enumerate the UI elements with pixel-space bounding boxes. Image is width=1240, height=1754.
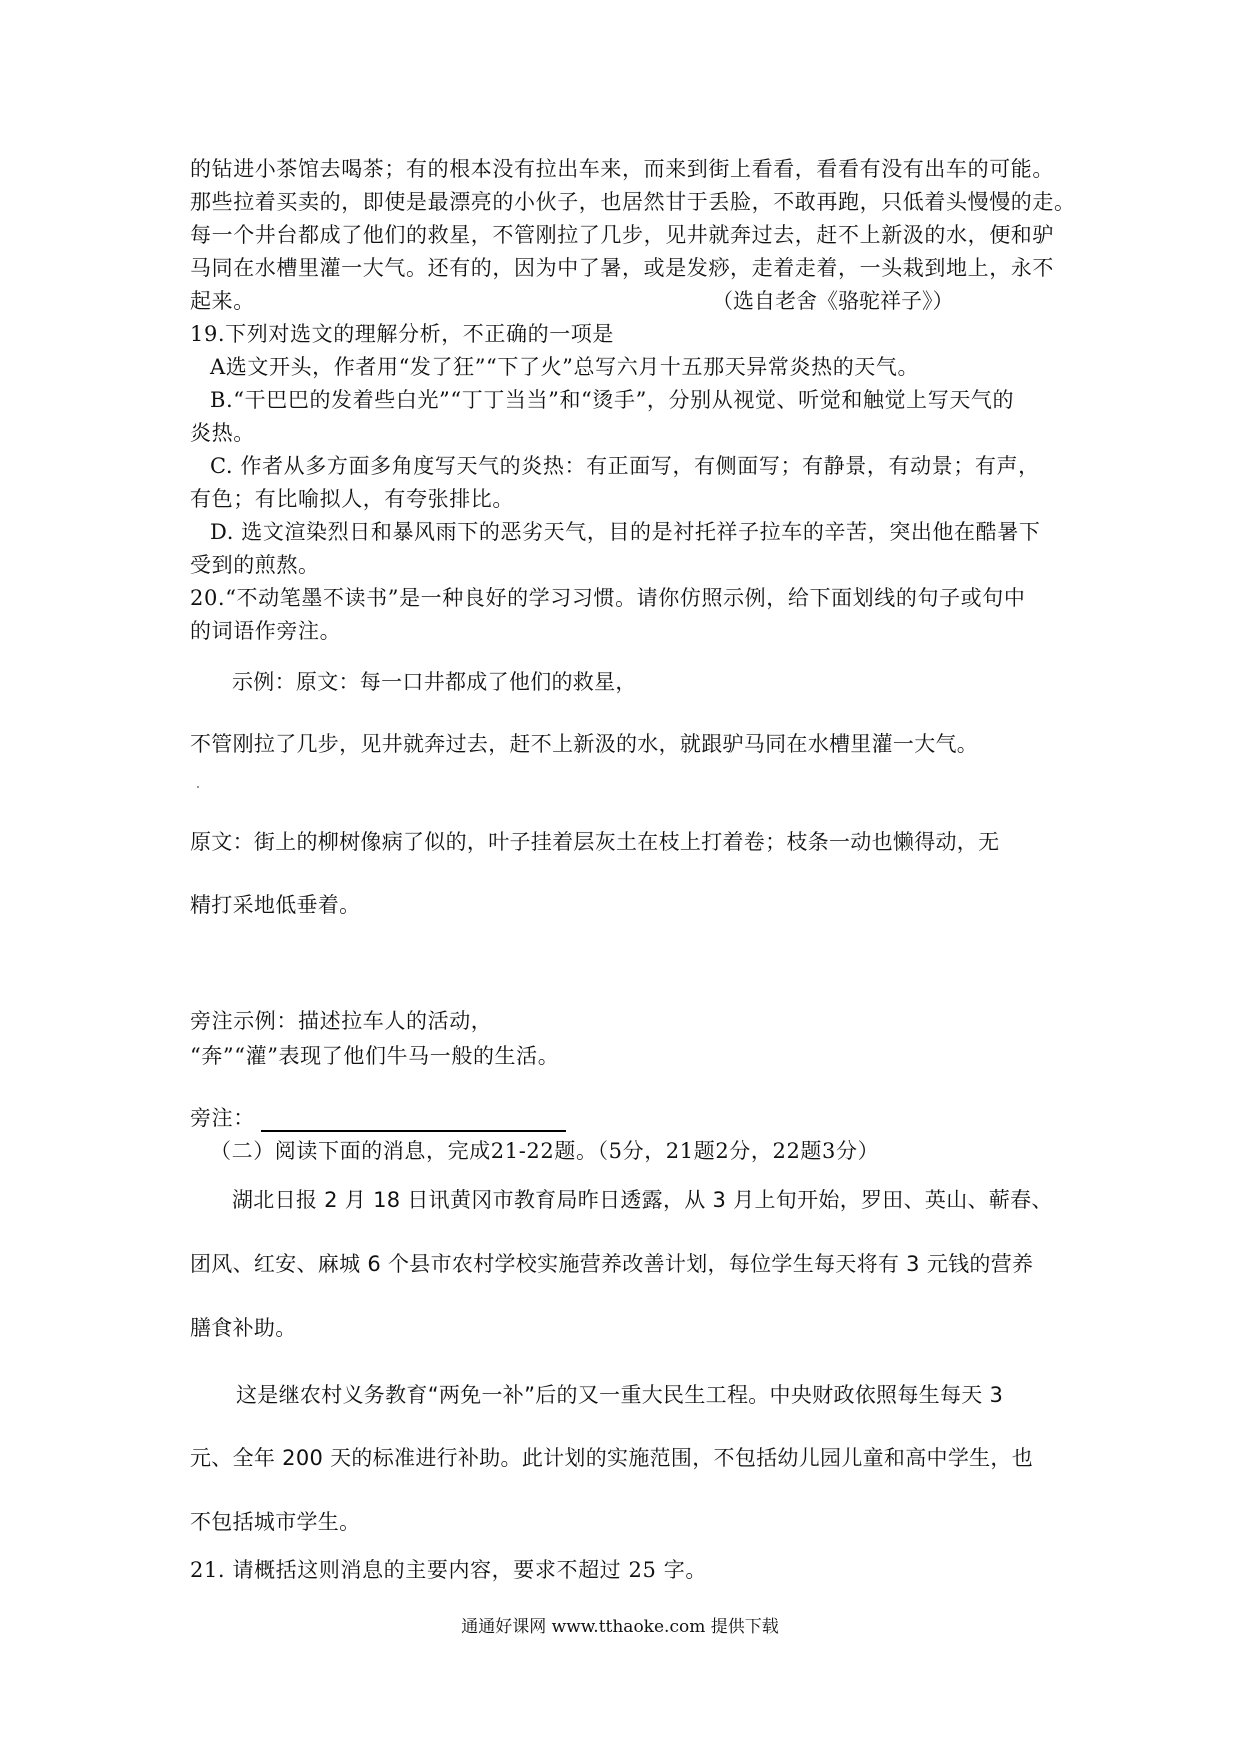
news-line-1: 湖北日报 2 月 18 日讯黄冈市教育局昨日透露，从 3 月上旬开始，罗田、英山、蕲春、 bbox=[232, 1188, 1053, 1212]
passage-line-2: 那些拉着买卖的，即使是最漂亮的小伙子，也居然甘于丢脸，不敢再跑，只低着头慢慢的走。 bbox=[190, 190, 1076, 214]
q19-stem: 19.下列对选文的理解分析，不正确的一项是 bbox=[190, 322, 614, 346]
q20-note-example-cont: “奔”“灌”表现了他们牛马一般的生活。 bbox=[190, 1044, 560, 1068]
passage-line-4: 马同在水槽里灌一大气。还有的，因为中了暑，或是发痧，走着走着，一头栽到地上，永不 bbox=[190, 256, 1054, 280]
news-line-5: 元、全年 200 天的标准进行补助。此计划的实施范围，不包括幼儿园儿童和高中学生，也 bbox=[190, 1446, 1034, 1470]
news-line-4: 这是继农村义务教育“两免一补”后的又一重大民生工程。中央财政依照每生每天 3 bbox=[236, 1383, 1004, 1407]
q19-option-d: D. 选文渲染烈日和暴风雨下的恶劣天气，目的是衬托祥子拉车的辛苦，突出他在酷暑下 bbox=[210, 520, 1041, 544]
q20-example-original-cont: 不管刚拉了几步，见井就奔过去，赶不上新汲的水，就跟驴马同在水槽里灌一大气。 bbox=[190, 732, 979, 756]
news-line-3: 膳食补助。 bbox=[190, 1316, 297, 1340]
q19-option-d-cont: 受到的煎熬。 bbox=[190, 553, 320, 577]
passage-source: （选自老舍《骆驼祥子》） bbox=[712, 289, 954, 313]
q20-example-original: 示例：原文：每一口井都成了他们的救星， bbox=[232, 670, 637, 694]
section2-heading: （二）阅读下面的消息，完成21-22题。（5分，21题2分，22题3分） bbox=[210, 1139, 880, 1163]
q19-option-c-cont: 有色；有比喻拟人，有夸张排比。 bbox=[190, 487, 514, 511]
q20-answer-blank[interactable] bbox=[261, 1110, 566, 1132]
q19-option-c: C. 作者从多方面多角度写天气的炎热：有正面写，有侧面写；有静景，有动景；有声， bbox=[210, 454, 1040, 478]
q20-original: 原文：街上的柳树像病了似的，叶子挂着层灰土在枝上打着卷；枝条一动也懒得动，无 bbox=[190, 830, 1000, 854]
news-line-2: 团风、红安、麻城 6 个县市农村学校实施营养改善计划，每位学生每天将有 3 元钱的营养 bbox=[190, 1252, 1034, 1276]
passage-line-3: 每一个井台都成了他们的救星，不管刚拉了几步，见井就奔过去，赶不上新汲的水，便和驴 bbox=[190, 223, 1054, 247]
q20-stem-cont: 的词语作旁注。 bbox=[190, 619, 342, 643]
q19-option-b: B.“干巴巴的发着些白光”“丁丁当当”和“烫手”，分别从视觉、听觉和触觉上写天气的 bbox=[210, 388, 1015, 412]
q20-note-example: 旁注示例：描述拉车人的活动， bbox=[190, 1009, 493, 1033]
q19-option-a: A选文开头，作者用“发了狂”“下了火”总写六月十五那天异常炎热的天气。 bbox=[210, 355, 920, 379]
q19-option-b-cont: 炎热。 bbox=[190, 421, 255, 445]
q21-stem: 21. 请概括这则消息的主要内容，要求不超过 25 字。 bbox=[190, 1558, 707, 1582]
news-line-6: 不包括城市学生。 bbox=[190, 1510, 361, 1534]
page-footer: 通通好课网 www.tthaoke.com 提供下载 bbox=[461, 1617, 779, 1637]
passage-line-5: 起来。 bbox=[190, 289, 255, 313]
q20-stem: 20.“不动笔墨不读书”是一种良好的学习习惯。请你仿照示例，给下面划线的句子或句中 bbox=[190, 586, 1026, 610]
q20-note-label: 旁注： bbox=[190, 1106, 255, 1130]
passage-line-1: 的钻进小茶馆去喝茶；有的根本没有拉出车来，而来到街上看看，看看有没有出车的可能。 bbox=[190, 157, 1054, 181]
q20-answer-line bbox=[190, 1102, 566, 1132]
scan-speck bbox=[197, 786, 199, 788]
q20-original-cont: 精打采地低垂着。 bbox=[190, 893, 361, 917]
